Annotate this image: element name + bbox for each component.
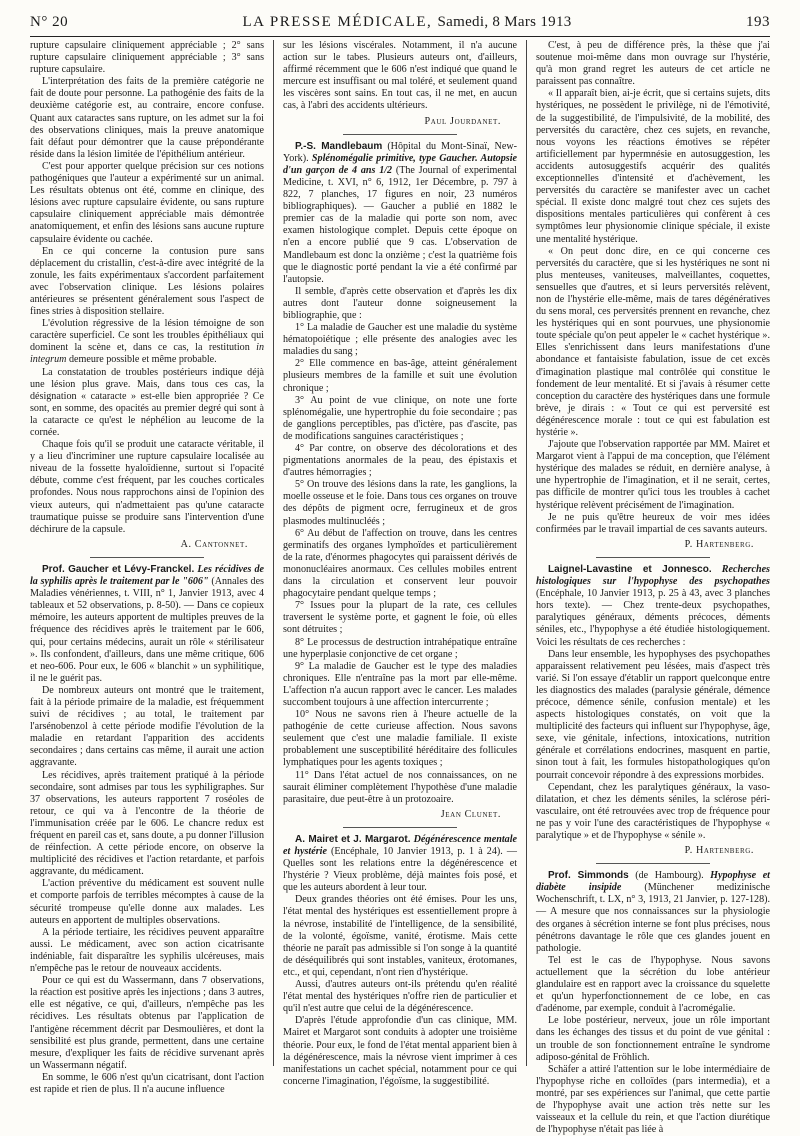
italic-text: in integrum <box>30 342 264 366</box>
paragraph: Cependant, chez les paralytiques généraux, la vaso-dilatation, et chez les déments séniles, la sclérose péri-vasculaire, ont été retrouvées avec trop de fréquence pour ne pas y voir l'une des caractéristiques de l'hypophyse « paralytique » et de l'hypophyse « sénile ». <box>536 781 770 841</box>
review-heading <box>283 834 517 894</box>
paragraph: En somme, le 606 n'est qu'un cicatrisant, dont l'action est rapide et rien de plus. Il n'a aucune influence <box>30 1071 264 1095</box>
separator <box>343 827 457 828</box>
list-item: 4° Par contre, on observe des décolorations et des pigmentations anormales de la peau, des épistaxis et d'autres hémorragies ; <box>283 443 517 479</box>
list-item: 6° Au début de l'affection on trouve, dans les centres germinatifs des organes lymphoïdes et particulièrement de la rate, d'énormes phagocytes qui paraissent dérivés de mononucléaires anormaux. Ces cellules mobiles entrent dans la circulation et conservent leur pouvoir phagocytaire pendant quelque temps ; <box>283 527 517 600</box>
list-item: 10° Nous ne savons rien à l'heure actuelle de la pathogénie de cette curieuse affection. Nous savons seulement que c'est une maladie familiale. Il existe probablement une susceptibilité héréditaire des follicules lymphatiques pour les agents toxiques ; <box>283 709 517 769</box>
review-author: P.-S. Mandlebaum <box>295 140 383 152</box>
paragraph: Le lobe postérieur, nerveux, joue un rôle important dans les échanges des tissus et du point de vue génital : un trouble de son fonctionnement entraîne le syndrome adiposo-génital de Fröhlich. <box>536 1015 770 1063</box>
separator <box>596 863 710 864</box>
journal-header <box>243 14 572 31</box>
column-divider <box>526 40 527 1066</box>
paragraph: « Il apparaît bien, ai-je écrit, que si certains sujets, dits hystériques, ne possèdent le privilège, ni de l'émotivité, de la suggestibilité, de l'impulsivité, de la mobilité, des perversités du caractère, chez ces sujets, en revanche, nous voyons les réactions émotives se répéter artificiellement par hypermnésie en autosuggestion, les accidents autosuggestifs acquérir des qualités exceptionnelles d'intensité et d'achèvement, les perversités du caractère se manifester avec un cachet spécial. Il existe donc malgré tout chez ces sujets des dispositions mentales particulières qui confèrent à ces symptômes leur physionomie clinique spéciale, il existe une mentalité hystérique. <box>536 88 770 245</box>
list-item: 7° Issues pour la plupart de la rate, ces cellules traversent le système porte, et gagnent le foie, où elles sont détruites ; <box>283 600 517 636</box>
paragraph <box>30 318 264 366</box>
page-number: 193 <box>745 14 770 30</box>
review-title: Splénomégalie primitive, type Gaucher. Autopsie d'un garçon de 4 ans 1/2 <box>283 152 517 176</box>
paragraph: C'est pour apporter quelque précision sur ces notions pathogéniques que l'auteur a expérimenté sur un animal. Les résultats obtenus ont été, comme en clinique, des lésions avec rupture capsulaire évidente, ou sans rupture capsulaire cliniquement appréciable mais démontrée anatomiquement, et enfin des lésions sans aucune rupture capsulaire évidente ou cachée. <box>30 160 264 245</box>
list-item: 5° On trouve des lésions dans la rate, les ganglions, la moelle osseuse et le foie. Dans tous ces organes on trouve des dépôts de pigment ocre, ferrugineux et de gros plasmodes multinucléés ; <box>283 479 517 527</box>
paragraph: J'ajoute que l'observation rapportée par MM. Mairet et Margarot vient à l'appui de ma conception, que l'élément hystérique des malades se réduit, en dernière analyse, à une hypertrophie de l'imagination, et il ne serait, certes, pas difficile de montrer qu'ici tous les troubles à cachet hystérique relèvent précisément de l'imagination. <box>536 439 770 511</box>
paragraph: De nombreux auteurs ont montré que le traitement, fait à la période primaire de la maladie, est fréquemment suivi de récidives ; au total, le traitement par l'arsénobenzol à cette période modifie l'évolution de la maladie en retardant l'apparition des accidents secondaires ; dans certains cas même, il aurait une action aggravante. <box>30 684 264 769</box>
review-heading <box>283 141 517 286</box>
paragraph: Il semble, d'après cette observation et d'après les dix autres dont l'auteur donne soigneusement la bibliographie, que : <box>283 285 517 321</box>
column-divider <box>273 40 274 1066</box>
paragraph: Tel est le cas de l'hypophyse. Nous savons actuellement que la sécrétion du lobe antérieur glandulaire est en rapport avec la croissance du squelette et qu'un hyperfonctionnement de ce lobe, en cas d'adénome, par exemple, conduit à l'acromégalie. <box>536 954 770 1015</box>
signature: Paul Jourdanet. <box>424 115 501 127</box>
separator <box>90 557 204 558</box>
separator <box>596 557 710 558</box>
journal-name: LA PRESSE MÉDICALE, <box>242 14 433 30</box>
paragraph: A la période tertiaire, les récidives peuvent apparaître aussi. Le médicament, avec son action cicatrisante indéniable, fait disparaître les syphilis ulcéreuses, mais n'empêche pas le retour de nouveaux accidents. <box>30 926 264 975</box>
paragraph: En ce qui concerne la contusion pure sans déplacement du cristallin, c'est-à-dire avec intégrité de la zonule, les faits expérimentaux s'accordent parfaitement avec l'observation clinique. Les lésions polaires antérieures se présentent généralement sous l'aspect de fines stries à disposition stellaire. <box>30 245 264 318</box>
review-affiliation: (de Hambourg). <box>628 870 711 882</box>
review-title: Recherches histologiques sur l'hypophyse des psychopathes <box>536 563 770 588</box>
list-item: 3° Au point de vue clinique, on note une forte splénomégalie, une hypertrophie du foie secondaire ; pas de ganglions perceptibles, pas d'ictère, pas d'ascite, pas de modifications sanguines caractéristiques ; <box>283 394 517 442</box>
review-heading <box>30 564 264 685</box>
issue-number: N° 20 <box>30 14 69 30</box>
list-item: 11° Dans l'état actuel de nos connaissances, on ne saurait éliminer complètement l'hypothèse d'une maladie parasitaire, due peut-être à un protozoaire. <box>283 769 517 805</box>
signature: P. Hartenberg. <box>684 845 754 857</box>
signature: Jean Clunet. <box>440 808 501 820</box>
review-title: Dégénérescence mentale et hystérie <box>283 833 518 857</box>
paragraph: Je ne puis qu'être heureux de voir mes idées confirmées par le travail impartial de ces savants auteurs. <box>536 511 770 535</box>
paragraph: La constatation de troubles postérieurs indique déjà une lésion plus grave. Mais, dans tous ces cas, la désignation « cataracte » est-elle bien appropriée ? Ce sont, en somme, des opacités au premier degré qui sont à la cataracte ce qu'est le néphélion au leucome de la cornée. <box>30 366 264 438</box>
review-author: Prof. Simmonds <box>548 870 629 882</box>
text-run: demeure possible et même probable. <box>66 354 217 366</box>
list-item: 8° Le processus de destruction intrahépatique entraîne une hyperplasie conjonctive de cet organe ; <box>283 636 517 660</box>
masthead <box>30 14 770 36</box>
review-reference: (Annales des Maladies vénériennes, t. VIII, n° 1, Janvier 1913, avec 4 tableaux et 52 observations, p. 8-50). — Dans ce copieux mémoire, les auteurs apportent de multiples preuves de la fréquence des récidives après le traitement par le 606, qui, pour certains médecins, aurait un rôle « stérilisateur ». Ils confondent, d'ailleurs, dans une même critique, 606 et neo-606. Pour eux, le 606 « blanchit » un syphilitique, il ne le guérit pas. <box>30 576 264 684</box>
paragraph: Schäfer a attiré l'attention sur le lobe intermédiaire de l'hypophyse riche en colloïdes (pars intermedia), et a montré, par ses expériences sur l'animal, que cette partie de l'hypophyse avait une action très nette sur les vaisseaux et la cellule du rein, et que l'action diurétique de l'hypophyse n'était pas liée à <box>536 1063 770 1136</box>
paragraph: Deux grandes théories ont été émises. Pour les uns, l'état mental des hystériques est essentiellement propre à la névrose, instabilité de l'intelligence, de la sensibilité, de la volonté, égoïsme, vanité, érotisme. Mais cette théorie ne paraît pas admissible si l'on songe à la quantité de déséquilibrés qui sont instables, vaniteux, érotomanes, etc., et qui, cependant, n'ont rien d'hystérique. <box>283 894 517 978</box>
review-author: Prof. Gaucher et Lévy-Franckel. <box>42 563 195 575</box>
separator <box>343 134 457 135</box>
review-author: Laignel-Lavastine et Jonnesco. <box>548 563 712 575</box>
paragraph: sur les lésions viscérales. Notamment, il n'a aucune action sur le tabes. Plusieurs auteurs ont, d'ailleurs, affirmé récemment que le 606 n'est indiqué que quand le mercure est insuffisant ou mal toléré, et seulement quand les viscères sont sains. En tout cas, il ne met, en aucun cas, à l'abri des accidents ultérieurs. <box>283 40 517 112</box>
review-reference: (Encéphale, 10 Janvier 1913, p. 1 à 24). — Quelles sont les relations entre la dégénérescence et l'hystérie ? Vieux problème, déjà maintes fois posé, et que les auteurs abordent à leur tour. <box>283 846 518 894</box>
list-item: 1° La maladie de Gaucher est une maladie du système hématopoiétique ; elle présente des analogies avec les maladies du sang ; <box>283 322 517 358</box>
list-item: 2° Elle commence en bas-âge, atteint généralement plusieurs membres de la famille et suit une évolution chronique ; <box>283 358 517 394</box>
header-rule <box>30 36 770 37</box>
list-item: 9° La maladie de Gaucher est le type des maladies chroniques. Elle n'entraîne pas la mort par elle-même. L'affection n'a aucun rapport avec le cancer. Les malades succombent toujours à une affection intercurrente ; <box>283 660 517 708</box>
paragraph: C'est, à peu de différence près, la thèse que j'ai soutenue moi-même dans mon ouvrage sur l'hystérie, qu'à mon grand regret les auteurs de cet article ne paraissent pas connaître. <box>536 40 770 88</box>
review-affiliation: (Hôpital du Mont-Sinaï, New-York). <box>283 140 517 164</box>
paragraph: Les récidives, après traitement pratiqué à la période secondaire, sont admises par tous les syphiligraphes. Sur 37 observations, les auteurs rapportent 7 roséoles de retour, ce qui va à l'encontre de la théorie de l'immunisation créée par le 606. Le chancre redux est fréquent en pareil cas et, sans doute, a pu donner l'illusion de réinfection. A cette période encore, on observe la multiplicité des récidives et l'action retardante, et parfois aggravante, du médicament. <box>30 769 264 878</box>
signature: A. Cantonnet. <box>180 538 248 550</box>
paragraph: L'interprétation des faits de la première catégorie ne fait de doute pour personne. La pathogénie des faits de la deuxième catégorie est, au contraire, encore confuse. Quant aux cataractes sans rupture, on les admet sur la foi des observations cliniques, mais la preuve anatomique fait défaut pour démontrer que la cause prépondérante réside dans la lésion limitée de l'épithélium antérieur. <box>30 76 264 160</box>
review-title: Hypophyse et diabète insipide <box>536 870 770 894</box>
column-1 <box>30 40 264 1095</box>
review-title: Les récidives de la syphilis après le traitement par le "606" <box>30 563 264 588</box>
paragraph: Aussi, d'autres auteurs ont-ils prétendu qu'en réalité l'état mental des hystériques n'offre rien de particulier et qu'il n'est autre que celui de la dégénérescence. <box>283 979 517 1015</box>
column-2 <box>283 40 518 1087</box>
column-3 <box>536 40 770 1136</box>
review-heading <box>536 564 770 649</box>
paragraph: Pour ce qui est du Wassermann, dans 7 observations, la réaction est positive après les injections ; dans 3 autres, elle est négative, ce qui, d'ailleurs, n'empêche pas les récidives. Les résultats obtenus par l'application de l'antigène récemment décrit par Desmoulières, et dont la sensibilité est plus grande, permettent, dans une certaine mesure, d'expliquer les faits de récidive survenant après un Wassermann négatif. <box>30 975 264 1071</box>
review-reference: (Encéphale, 10 Janvier 1913, p. 25 à 43, avec 3 planches hors texte). — Chez trente-deux psychopathes, paralytiques généraux, déments précoces, déments séniles, etc., l'hypophyse a été étudiée histologiquement. Voici les résultats de ces recherches : <box>536 588 770 648</box>
review-reference: (The Journal of experimental Medicine, t. XVI, n° 6, 1912, 1er Décembre, p. 797 à 822, 7 planches, 17 figures en noir, 23 numéros bibliographiques). — Gaucher a publié en 1882 le premier cas de la maladie qui porte son nom, avec examen histologique complet. Depuis cette époque on n'en a encore publié que 9 cas. L'observation de Mandlebaum est donc la onzième ; c'est la quatrième fois que le diagnostic porté pendant la vie a été confirmé par l'autopsie. <box>283 164 517 285</box>
paragraph: Dans leur ensemble, les hypophyses des psychopathes apparaissent relativement peu lésées, mais d'aspect très varié. Si l'on essaye d'établir un rapport quelconque entre les diagnostics des malades (paralysie générale, démence précoce, démence sénile, confusion mentale) et les aspects histologiques constatés, on voit que la multiplicité des facteurs qui influent sur l'hypophyse, âge, sexe, vie génitale, infections, intoxications, nutrition générale et corrélations endocrines, masquent en partie, sinon tout à fait, les formules histopathologiques qu'on pourrait concevoir répondre à des expressions morbides. <box>536 648 770 781</box>
issue-date: Samedi, 8 Mars 1913 <box>437 14 572 30</box>
review-author: A. Mairet et J. Margarot. <box>295 833 411 845</box>
paragraph: D'après l'étude approfondie d'un cas clinique, MM. Mairet et Margarot sont conduits à adopter une troisième théorie. Pour eux, le fond de l'état mental apparient bien à la dégénérescence, mais la névrose vient imprimer à ces manifestations un cachet spécial, notamment pour ce qui concerne l'imagination, l'égoïsme, la suggestibilité. <box>283 1015 517 1087</box>
paragraph: L'action préventive du médicament est souvent nulle et comporte parfois de terribles mécomptes à cause de la sécurité trompeuse qu'elle donne aux malades. Les auteurs en apportent de multiples observations. <box>30 878 264 926</box>
paragraph: Chaque fois qu'il se produit une cataracte véritable, il y a lieu d'incriminer une rupture capsulaire localisée au niveau de la fossette hyaloïdienne, surtout si l'opacité débute, comme c'est fréquent, par les couches corticales profondes. Nous nous rapprochons ainsi de l'opinion des vieux auteurs, qui n'admettaient pas qu'une cataracte traumatique puisse se produire sans l'intervention d'une déchirure de la capsule. <box>30 439 264 535</box>
text-run: L'évolution régressive de la lésion témoigne de son caractère superficiel. Ce sont les troubles épithéliaux qui dominent la scène et, dans ce cas, la restitution <box>30 318 264 354</box>
review-reference: (Münchener medizinische Wochenschrift, t. LX, n° 3, 1913, 21 Janvier, p. 127-128). — A mesure que nos connaissances sur la physiologie des organes à sécrétion interne se font plus précises, nous pénétrons davantage le rôle que ces glandes jouent en pathologie. <box>536 882 770 954</box>
paragraph: « On peut donc dire, en ce qui concerne ces perversités du caractère, que si les hystériques ne sont ni plus menteuses, vaniteuses, malveillantes, coquettes, sensuelles que d'autres, et si leurs perversités relèvent, non de l'hystérie elle-même, mais de tares dégénératives du sens moral, ces perversités prennent en revanche, chez les hystériques qui en sont pourvues, une physionomie toute spéciale qu'on peut appeler le « cachet hystérique ». Elles s'enrichissent dans leurs manifestations d'une abondance et fantaisiste fabulation, issue de cet excès d'imagination plastique mal contrôlée qui constitue le fondement de leur mentalité. Et si j'avais à résumer cette conception du caractère des hystériques dans une formule brève, je dirais : « Tout ce qui est perversité est dégénérescence morale : tout ce qui est fabulation est hystérie ». <box>536 245 770 438</box>
signature: P. Hartenberg. <box>684 538 754 550</box>
review-heading <box>536 870 770 955</box>
paragraph: rupture capsulaire cliniquement appréciable ; 2° sans rupture capsulaire cliniquement appréciable ; 3° sans rupture capsulaire. <box>30 40 264 76</box>
